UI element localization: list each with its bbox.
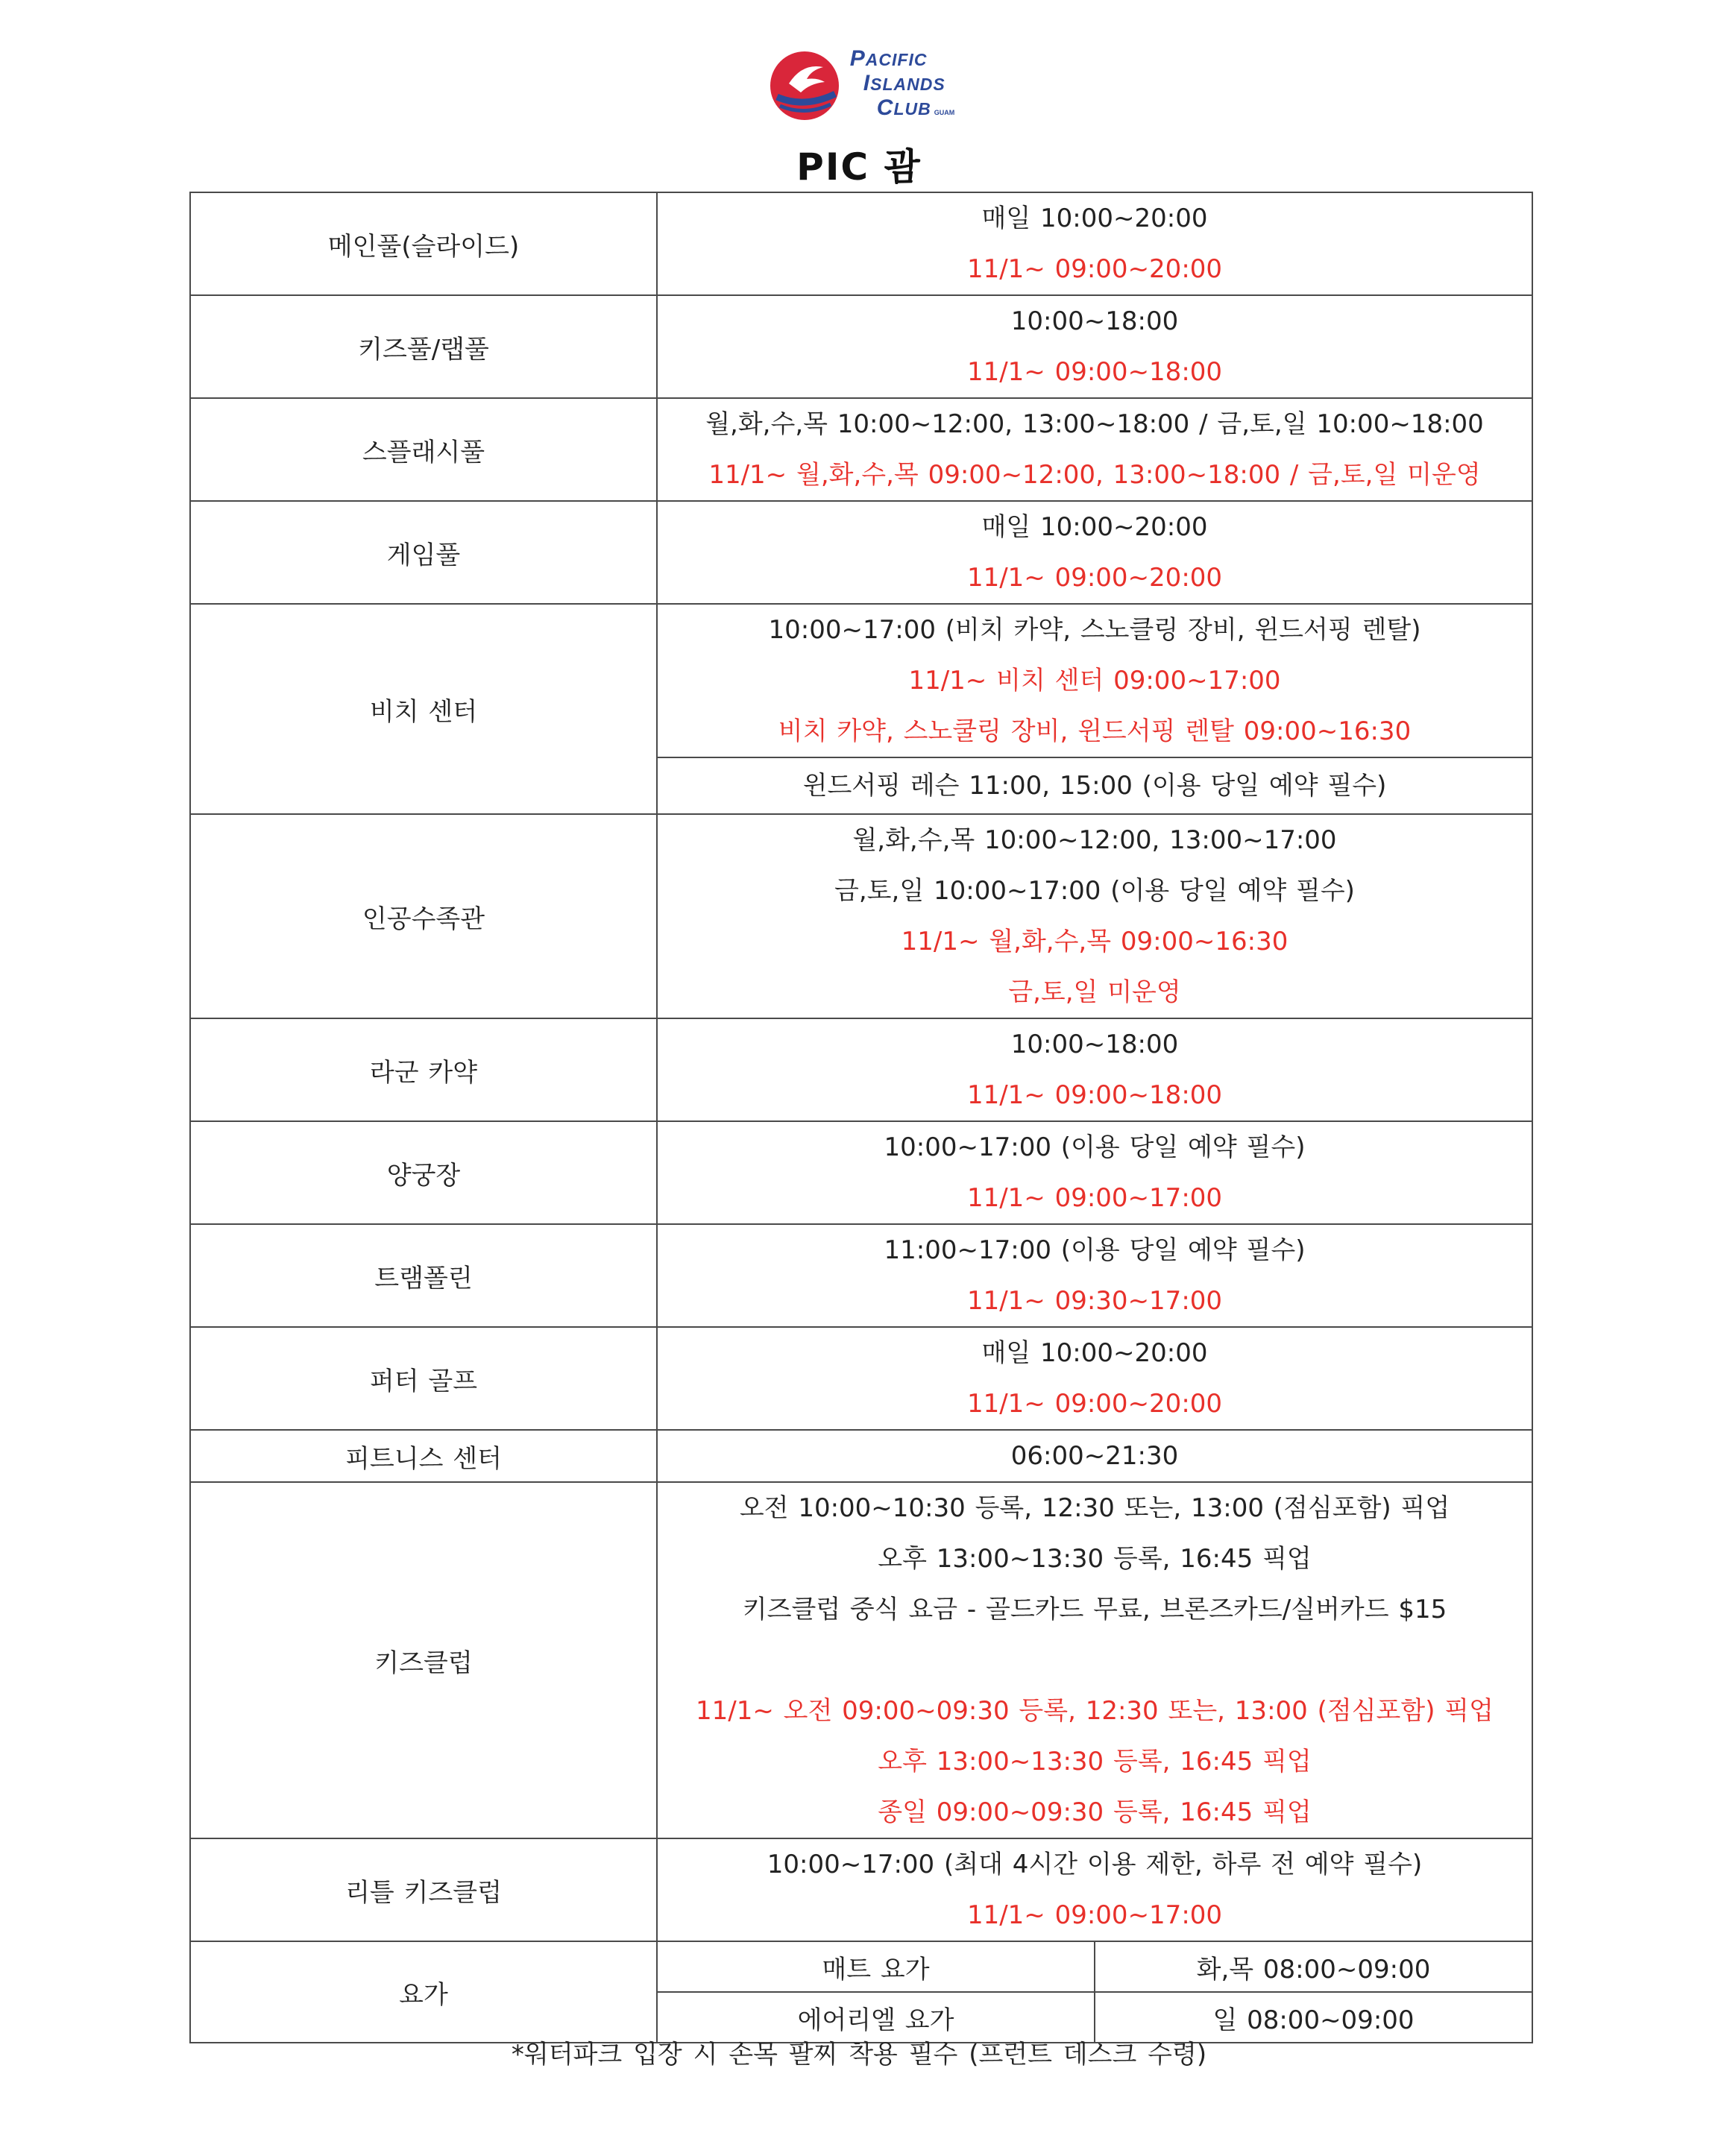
hours-text: 윈드서핑 레슨 11:00, 15:00 (이용 당일 예약 필수) (802, 771, 1387, 801)
facility-hours (657, 1121, 1532, 1224)
facility-label: 비치 센터 (190, 604, 657, 814)
yoga-time: 일 08:00~09:00 (1095, 1992, 1532, 2043)
hours-text: 06:00~21:30 (1010, 1441, 1179, 1471)
logo-letter: I (863, 71, 871, 95)
facility-label: 게임풀 (190, 501, 657, 604)
hours-change-text: 11/1~ 09:30~17:00 (966, 1286, 1223, 1316)
yoga-type-label: 매트 요가 (657, 1941, 1095, 1992)
logo-word: SLANDS (870, 75, 945, 94)
logo-word: ACIFIC (865, 50, 928, 69)
facility-hours (657, 501, 1532, 604)
table-row (190, 814, 1532, 1018)
logo-letter: P (849, 46, 866, 71)
table-row (190, 604, 1532, 757)
hours-change-text: 오후 13:00~13:30 등록, 16:45 픽업 (878, 1747, 1312, 1777)
facility-hours (657, 192, 1532, 295)
pic-logo (764, 45, 954, 127)
facility-label: 라군 카약 (190, 1018, 657, 1121)
hours-text: 월,화,수,목 10:00~12:00, 13:00~18:00 / 금,토,일 10:00~18:00 (705, 409, 1484, 439)
hours-change-text: 11/1~ 09:00~20:00 (966, 1389, 1223, 1419)
facility-label: 피트니스 센터 (190, 1430, 657, 1482)
hours-text: 매일 10:00~20:00 (981, 1338, 1208, 1368)
logo-word: LUB (893, 99, 931, 119)
hours-text: 오후 13:00~13:30 등록, 16:45 픽업 (878, 1544, 1312, 1574)
facility-hours (657, 757, 1532, 814)
table-row (190, 398, 1532, 501)
facility-hours (657, 604, 1532, 757)
facility-label: 퍼터 골프 (190, 1327, 657, 1430)
hours-change-text: 11/1~ 09:00~20:00 (966, 563, 1223, 593)
table-row (190, 1482, 1532, 1838)
hours-text: 월,화,수,목 10:00~12:00, 13:00~17:00 (852, 825, 1337, 855)
hours-change-text: 11/1~ 09:00~20:00 (966, 254, 1223, 284)
facility-label: 키즈클럽 (190, 1482, 657, 1838)
facility-label: 양궁장 (190, 1121, 657, 1224)
hours-change-text: 11/1~ 월,화,수,목 09:00~12:00, 13:00~18:00 / 금,토,일 미운영 (708, 460, 1481, 490)
hours-text: 10:00~17:00 (이용 당일 예약 필수) (884, 1132, 1306, 1162)
hours-text: 10:00~17:00 (비치 카약, 스노클링 장비, 윈드서핑 렌탈) (768, 615, 1421, 645)
hours-change-text: 11/1~ 월,화,수,목 09:00~16:30 (901, 927, 1288, 956)
hours-change-text: 종일 09:00~09:30 등록, 16:45 픽업 (878, 1797, 1312, 1827)
yoga-type-label: 에어리엘 요가 (657, 1992, 1095, 2043)
hours-text: 금,토,일 10:00~17:00 (이용 당일 예약 필수) (834, 876, 1355, 906)
facility-hours (657, 295, 1532, 398)
table-row (190, 1224, 1532, 1327)
pic-bird-logo-icon (764, 45, 846, 127)
hours-text: 키즈클럽 중식 요금 - 골드카드 무료, 브론즈카드/실버카드 $15 (742, 1595, 1447, 1624)
table-row (190, 501, 1532, 604)
hours-change-text: 11/1~ 09:00~18:00 (966, 357, 1223, 387)
logo-letter: C (876, 95, 894, 120)
facility-hours (657, 1430, 1532, 1482)
hours-change-text: 11/1~ 09:00~18:00 (966, 1080, 1223, 1110)
page-title: PIC 괌 (796, 145, 922, 189)
table-row (190, 1941, 1532, 1992)
facility-hours (657, 1482, 1532, 1838)
hours-change-text: 금,토,일 미운영 (1008, 977, 1181, 1007)
hours-text: 오전 10:00~10:30 등록, 12:30 또는, 13:00 (점심포함) 픽업 (739, 1493, 1450, 1523)
pic-logo-wordmark (850, 47, 954, 124)
yoga-time: 화,목 08:00~09:00 (1095, 1941, 1532, 1992)
hours-change-text: 11/1~ 09:00~17:00 (966, 1900, 1223, 1930)
facility-label: 스플래시풀 (190, 398, 657, 501)
footnote: *워터파크 입장 시 손목 팔찌 착용 필수 (프런트 데스크 수령) (511, 2040, 1207, 2070)
hours-text: 10:00~18:00 (1010, 306, 1179, 336)
facility-hours (657, 1224, 1532, 1327)
hours-text: 10:00~18:00 (1010, 1030, 1179, 1059)
facility-label: 키즈풀/랩풀 (190, 295, 657, 398)
hours-change-text: 11/1~ 오전 09:00~09:30 등록, 12:30 또는, 13:00 (점심포함) 픽업 (696, 1696, 1494, 1726)
facility-hours (657, 1018, 1532, 1121)
facility-hours (657, 1838, 1532, 1941)
table-row (190, 1327, 1532, 1430)
logo-location: GUAM (934, 109, 955, 116)
hours-change-text: 11/1~ 09:00~17:00 (966, 1183, 1223, 1213)
facility-label: 트램폴린 (190, 1224, 657, 1327)
facility-label: 메인풀(슬라이드) (190, 192, 657, 295)
facility-label: 리틀 키즈클럽 (190, 1838, 657, 1941)
spacer (665, 1635, 1524, 1686)
facility-hours (657, 814, 1532, 1018)
table-row (190, 1838, 1532, 1941)
table-row (190, 295, 1532, 398)
hours-change-text: 비치 카약, 스노쿨링 장비, 윈드서핑 렌탈 09:00~16:30 (778, 716, 1412, 746)
table-row (190, 1018, 1532, 1121)
facility-label: 인공수족관 (190, 814, 657, 1018)
facility-label: 요가 (190, 1941, 657, 2043)
table-row (190, 1121, 1532, 1224)
hours-text: 11:00~17:00 (이용 당일 예약 필수) (884, 1235, 1306, 1265)
table-row (190, 192, 1532, 295)
hours-text: 매일 10:00~20:00 (981, 512, 1208, 542)
hours-change-text: 11/1~ 비치 센터 09:00~17:00 (908, 666, 1281, 696)
page-header (0, 45, 1718, 191)
hours-text: 10:00~17:00 (최대 4시간 이용 제한, 하루 전 예약 필수) (767, 1850, 1423, 1879)
table-row (190, 1430, 1532, 1482)
facility-hours (657, 398, 1532, 501)
hours-text: 매일 10:00~20:00 (981, 204, 1208, 233)
facility-hours (657, 1327, 1532, 1430)
facility-schedule-table (189, 192, 1533, 2043)
